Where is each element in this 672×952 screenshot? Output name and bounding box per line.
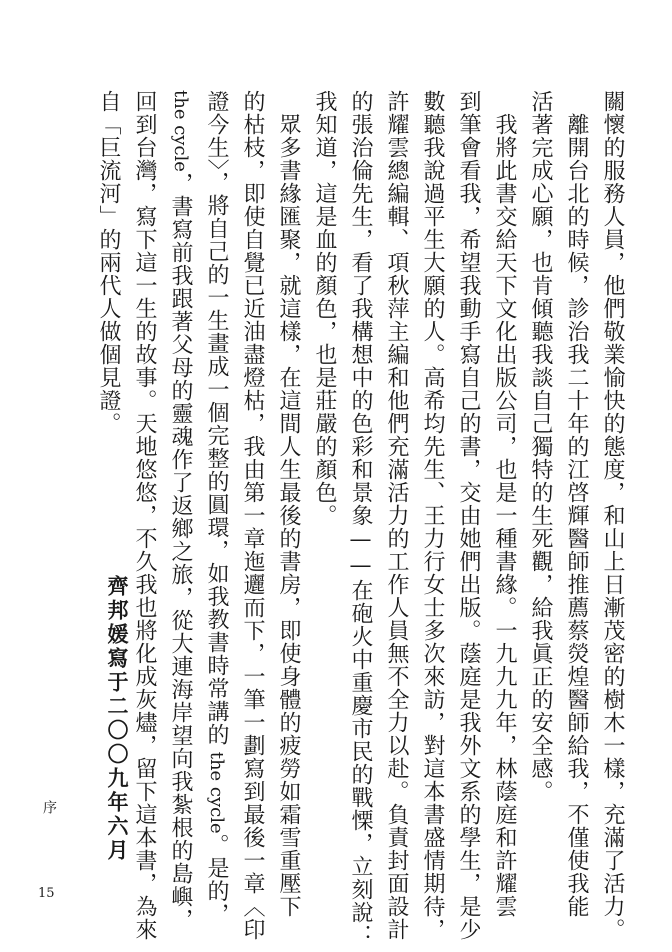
author-signature: 齊邦媛寫于二〇〇九年六月 [105,575,130,863]
text-column-9: 我知道，這是血的顏色，也是莊嚴的顏色。 [312,90,337,527]
page-number: 15 [38,886,55,901]
text-column-7: 許耀雲總編輯、項秋萍主編和他們充滿活力的工作人員無不全力以赴。負責封面設計 [384,90,409,941]
text-column-12-latin: the cycle [206,746,227,834]
text-column-8: 的張治倫先生，看了我構想中的色彩和景象——在砲火中重慶市民的戰慄，立刻說： [348,90,373,947]
text-column-3: 活著完成心願，也肯傾聽我談自己獨特的生死觀，給我眞正的安全感。 [528,90,553,803]
text-column-11: 的枯枝，即使自覺已近油盡燈枯，我由第一章迤邐而下，一筆一劃寫到最後一章〈印 [240,90,265,941]
text-column-14: 回到台灣，寫下這一生的故事。天地悠悠，不久我也將化成灰燼，留下這本書，為來 [132,90,157,941]
text-column-6: 數聽我說過平生大願的人。高希均先生、王力行女士多次來訪，對這本書盛情期待， [420,90,445,941]
text-column-15: 自「巨流河」的兩代人做個見證。 [96,90,121,435]
text-column-13-part-1: ，書寫前我跟著父母的靈魂作了返鄉之旅，從大連海岸望向我紮根的島嶼， [168,171,193,931]
section-label: 序 [41,800,57,814]
text-column-12-part-1: 證今生〉，將自己的一生畫成一個完整的圓環，如我教書時常講的 [204,90,229,746]
text-column-10: 眾多書緣匯聚，就這樣，在這間人生最後的書房，即使身體的疲勞如霜雪重壓下 [276,90,301,918]
text-column-5: 到筆會看我，希望我動手寫自己的書，交由她們出版。蔭庭是我外文系的學生，是少 [456,90,481,941]
text-column-13 [164,90,196,931]
text-column-4: 我將此書交給天下文化出版公司，也是一種書緣。一九九九年，林蔭庭和許耀雲 [492,90,517,918]
text-column-2: 離開台北的時候，診治我二十年的江啓輝醫師推薦蔡熒煌醫師給我，不僅使我能 [564,90,589,918]
text-column-12-part-2: 。是的， [204,833,229,926]
text-column-13-latin: the cycle [170,90,191,172]
text-column-1: 關懷的服務人員，他們敬業愉快的態度，和山上日漸茂密的樹木一樣，充滿了活力。 [600,90,625,941]
text-column-12 [200,90,232,926]
